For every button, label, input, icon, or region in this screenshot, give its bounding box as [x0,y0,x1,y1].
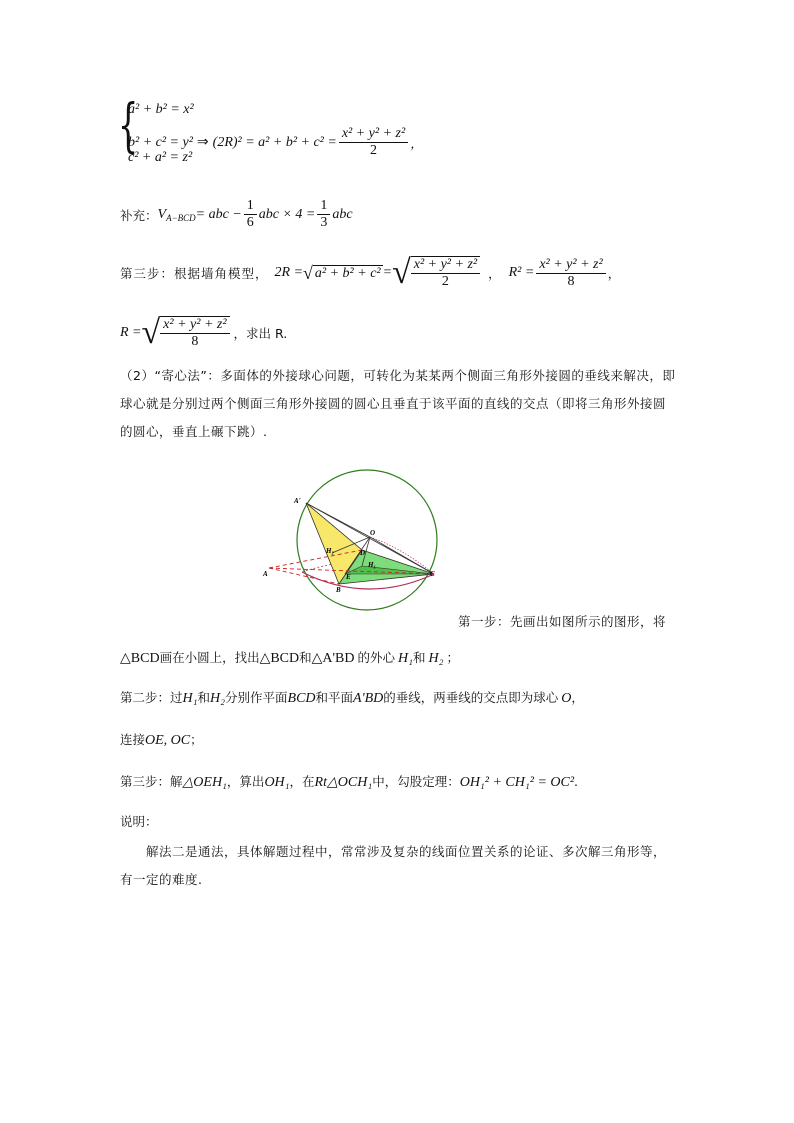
connect-label: 连接 [120,732,146,747]
r-expr: R = [120,325,142,340]
fraction-denominator: 8 [567,273,575,289]
fraction-one-third [317,198,330,231]
h1-symbol: H₁ [182,691,198,706]
step2-end: ； [190,732,203,747]
sqrt-fraction [411,256,480,290]
sqrt-fraction [160,316,229,350]
step1-text-and: 和 [299,650,312,665]
fraction-numerator: x² + y² + z² [160,317,229,334]
supplement-label: 补充： [120,207,158,223]
r-squared-fraction [536,257,605,290]
supplement-line [120,198,353,231]
step2-text-perp: 的垂线，两垂线的交点即为球心 [383,690,559,705]
volume-expr-end: abc [332,206,353,222]
step3-text-pythagoras: 中，勾股定理： [372,774,460,789]
step3-text-compute: ，算出 [226,774,265,789]
equation-3: c² + a² = z² [128,150,193,165]
h2-symbol: H₂ [428,651,444,666]
triangle-bcd: △BCD [120,651,160,666]
r-squared-expr: R² = [508,265,535,280]
label-c: C [430,570,435,578]
step3-corner-model [120,256,620,290]
volume-expr-mid2: abc × 4 = [258,206,316,222]
fraction-numerator: x² + y² + z² [411,257,480,274]
two-r-expr: 2R = [274,265,304,280]
equation-1: a² + b² = x² [128,102,194,117]
trailing-comma: ， [410,135,423,151]
h1-symbol: H₁ [398,651,414,666]
plane-a-prime-bd: A'BD [353,691,384,706]
step2-text-and-plane: 和平面 [315,690,354,705]
label-b: B [336,586,341,594]
geometry-figure [262,470,462,610]
step2-label: 第二步：过 [120,690,183,705]
step3-text-in: ，在 [289,774,315,789]
fraction-numerator: x² + y² + z² [536,257,605,274]
step3-end: . [574,774,579,789]
sqrt-sign: √ [392,254,411,291]
rt-triangle-och1: Rt△OCH₁ [314,775,373,790]
label-h1: H₁ [368,561,376,569]
fraction-numerator: 1 [317,198,330,215]
pythagoras-equation: OH₁² + CH₁² = OC² [459,775,575,790]
equation-2-rhs: (2R)² = a² + b² + c² = [212,134,337,150]
step3-solve-line [120,772,578,791]
step2-text-and: 和 [197,690,211,705]
volume-subscript: A−BCD [166,212,196,223]
fraction-denominator: 2 [370,143,378,158]
label-o: O [370,529,376,537]
volume-expr-mid: = abc − [195,206,242,222]
step2-line1 [120,688,584,707]
equation-2-fraction [339,126,408,159]
step1-line2 [120,648,459,667]
left-brace: { [118,91,139,159]
triangle-bcd-2: △BCD [259,651,300,666]
fraction-denominator: 3 [320,215,328,230]
fraction-numerator: x² + y² + z² [339,126,408,143]
step1-text-1: 画在小圆上，找出 [159,650,260,665]
sqrt-fraction-half [392,256,480,290]
fraction-denominator: 2 [441,274,449,289]
step1-line1: 第一步：先画出如图所示的图形，将 [458,614,667,629]
segments-oe-oc: OE, OC [145,733,191,748]
step1-end: ； [446,650,460,665]
fraction-one-sixth [244,198,257,231]
fraction-denominator: 8 [191,334,199,349]
sqrt-sign: √ [141,314,161,351]
note-label: 说明： [120,814,158,829]
step1-text-circumcenter: 的外心 [357,650,396,665]
triangle-oeh1: △OEH₁ [182,775,227,790]
triangle-a-prime-bd: △A'BD [311,651,355,666]
sqrt-radicand: a² + b² + c² [314,265,381,281]
label-e: E [346,573,351,581]
step1-text-and-2: 和 [413,650,426,665]
label-a-prime: A' [294,497,301,505]
step2-text-planes: 分别作平面 [225,690,288,705]
sqrt-abc [303,263,383,284]
step3-label: 第三步：根据墙角模型， [120,266,269,281]
sqrt-sign: √ [303,262,313,283]
step3-label: 第三步：解 [120,774,183,789]
label-d: D [360,549,366,557]
r-result-line [120,316,287,350]
fraction-denominator: 6 [246,215,254,230]
oh1-symbol: OH₁ [264,775,290,790]
separator: ， [488,266,501,281]
equation-2-lhs: b² + c² = y² [128,134,193,150]
h2-symbol: H₂ [210,691,225,706]
o-symbol: O [561,691,572,706]
method2-paragraph: （2）“寄心法”：多面体的外接球心问题，可转化为某某两个侧面三角形外接圆的垂线来解决，即球心就是分别过两个侧面三角形外接圆的圆心且垂直于该平面的直线的交点（即将三角形外接圆的圆心，垂直上碾下跳）. [120,368,676,439]
label-a: A [263,570,268,578]
step2-line2 [120,730,203,749]
volume-symbol: V [157,206,167,222]
line-end: ， [607,266,621,281]
fraction-numerator: 1 [244,198,257,215]
sqrt-fraction-eighth [142,316,230,350]
plane-bcd: BCD [287,691,316,706]
r-result-text: ，求出 R. [233,326,288,341]
step2-comma: ， [571,690,584,705]
implies-symbol: ⇒ [196,135,209,150]
label-h2: H₂ [326,547,334,555]
equals: = [382,265,393,280]
note-paragraph: 解法二是通法，具体解题过程中，常常涉及复杂的线面位置关系的论证、多次解三角形等，有一定的难度. [120,844,667,887]
